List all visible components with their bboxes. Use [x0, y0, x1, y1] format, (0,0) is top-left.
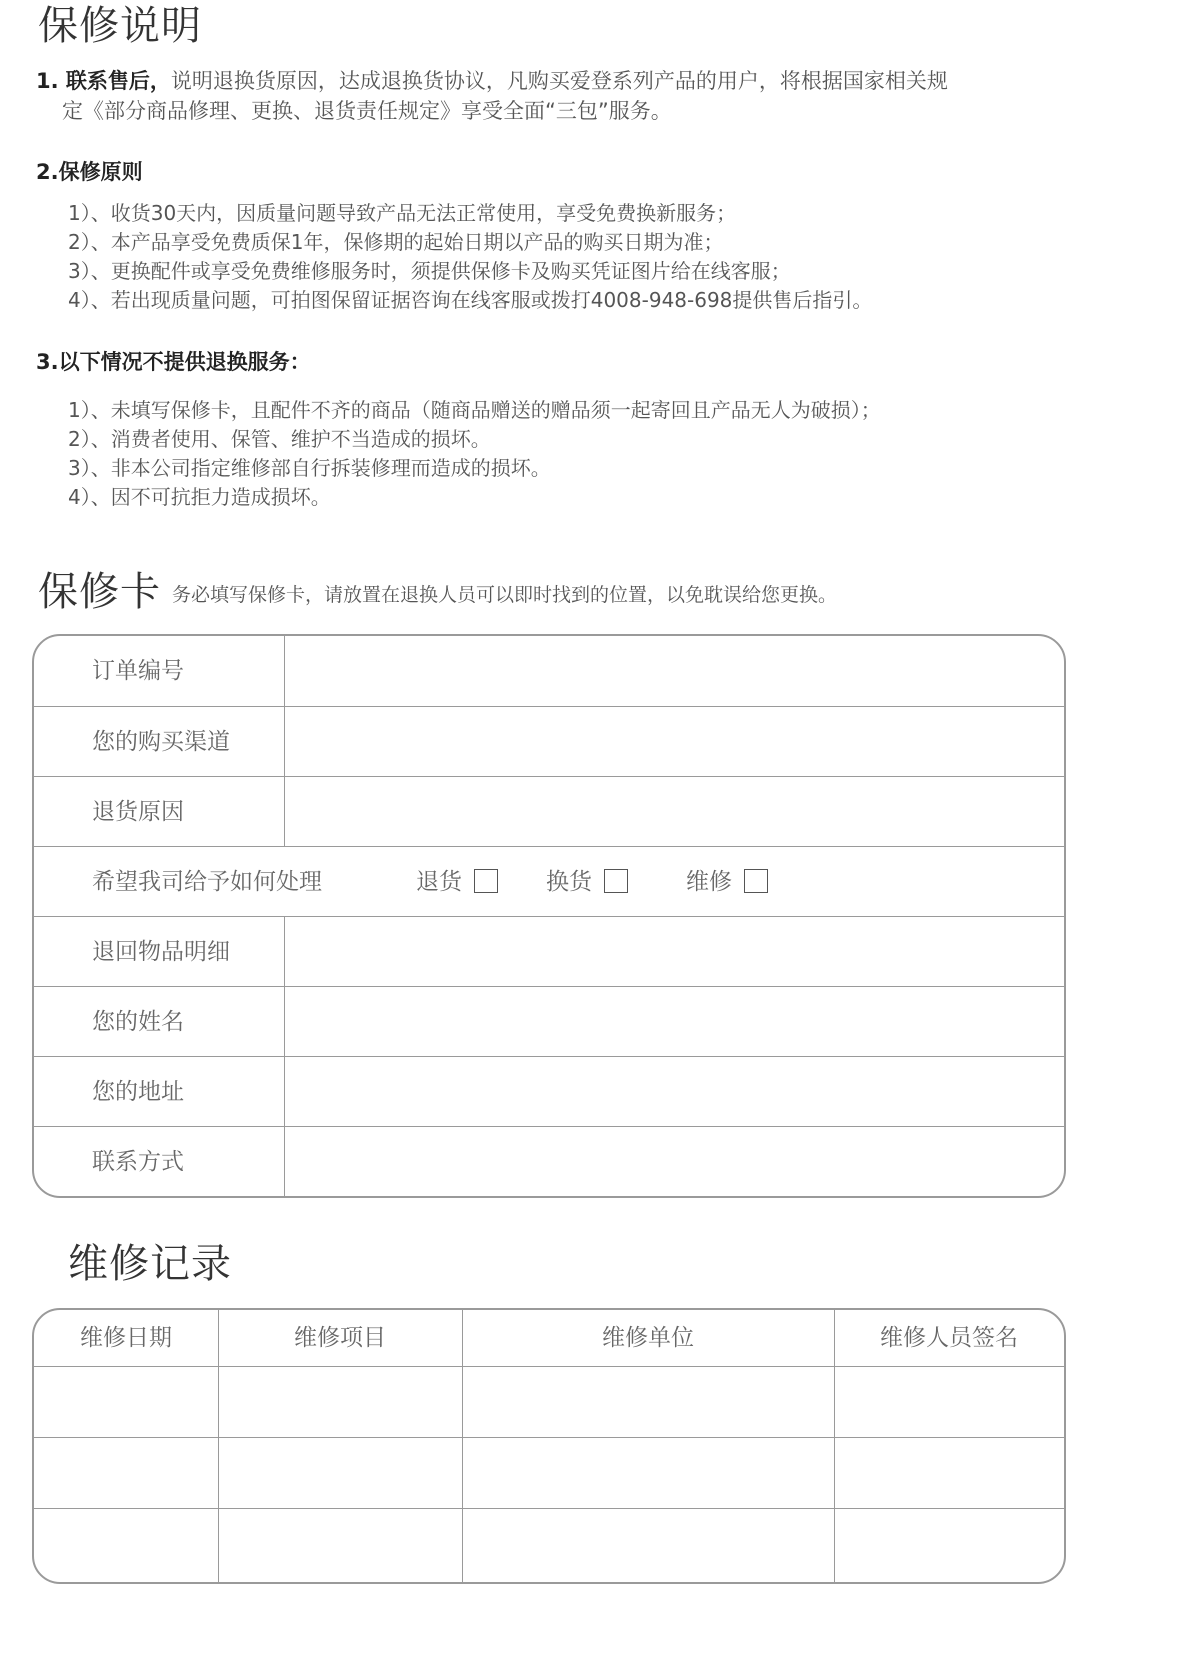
section-3-item: 3）、非本公司指定维修部自行拆装修理而造成的损坏。	[68, 456, 551, 480]
divider	[34, 1437, 1064, 1438]
column-header-repair-unit: 维修单位	[602, 1325, 694, 1351]
column-header-technician-signature: 维修人员签名	[880, 1325, 1018, 1351]
form-label-return-reason: 退货原因	[92, 799, 184, 825]
section-1-line-2: 定《部分商品修理、更换、退货责任规定》享受全面“三包”服务。	[62, 99, 672, 123]
section-1-text: 说明退换货原因，达成退换货协议，凡购买爱登系列产品的用户，将根据国家相关规	[170, 69, 948, 93]
form-row-order-number[interactable]	[34, 636, 1064, 706]
form-row-returned-items[interactable]	[34, 916, 1064, 986]
form-label-order-number: 订单编号	[92, 658, 184, 684]
form-label-contact: 联系方式	[92, 1149, 184, 1175]
option-repair-checkbox[interactable]	[744, 869, 768, 893]
form-row-purchase-channel[interactable]	[34, 706, 1064, 776]
divider	[284, 777, 285, 846]
section-1-heading: 1. 联系售后，	[36, 69, 171, 93]
option-return-checkbox[interactable]	[474, 869, 498, 893]
section-3-item: 1）、未填写保修卡，且配件不齐的商品（随商品赠送的赠品须一起寄回且产品无人为破损）；	[68, 398, 881, 422]
column-header-repair-item: 维修项目	[294, 1325, 386, 1351]
divider	[834, 1310, 835, 1582]
section-2-item: 1）、收货30天内，因质量问题导致产品无法正常使用，享受免费换新服务；	[68, 201, 737, 225]
form-label-purchase-channel: 您的购买渠道	[92, 729, 230, 755]
column-header-repair-date: 维修日期	[80, 1325, 172, 1351]
option-repair-label: 维修	[686, 869, 732, 895]
form-row-name[interactable]	[34, 986, 1064, 1056]
form-row-handling-preference	[34, 846, 1064, 916]
section-3-heading: 3.以下情况不提供退换服务：	[36, 350, 311, 374]
option-exchange[interactable]	[546, 847, 628, 917]
section-1-line-1	[36, 66, 948, 96]
form-row-return-reason[interactable]	[34, 776, 1064, 846]
form-row-address[interactable]	[34, 1056, 1064, 1126]
divider	[462, 1310, 463, 1582]
section-2-item: 3）、更换配件或享受免费维修服务时，须提供保修卡及购买凭证图片给在线客服；	[68, 259, 791, 283]
divider	[218, 1310, 219, 1582]
warranty-card-title: 保修卡	[38, 569, 161, 615]
warranty-card-note: 务必填写保修卡，请放置在退换人员可以即时找到的位置，以免耽误给您更换。	[172, 584, 838, 606]
form-label-returned-items: 退回物品明细	[92, 939, 230, 965]
form-row-contact[interactable]	[34, 1126, 1064, 1196]
divider	[34, 1366, 1064, 1367]
section-2-item: 4）、若出现质量问题，可拍图保留证据咨询在线客服或拨打4008-948-698提供售后指引。	[68, 288, 873, 312]
form-label-address: 您的地址	[92, 1079, 184, 1105]
divider	[284, 1127, 285, 1196]
repair-record-table	[32, 1308, 1066, 1584]
form-label-handling-preference: 希望我司给予如何处理	[92, 869, 322, 895]
option-return-label: 退货	[416, 869, 462, 895]
section-3-item: 2）、消费者使用、保管、维护不当造成的损坏。	[68, 427, 491, 451]
section-3-item: 4）、因不可抗拒力造成损坏。	[68, 485, 331, 509]
option-exchange-label: 换货	[546, 869, 592, 895]
section-2-item: 2）、本产品享受免费质保1年，保修期的起始日期以产品的购买日期为准；	[68, 230, 724, 254]
option-return[interactable]	[416, 847, 498, 917]
form-label-name: 您的姓名	[92, 1009, 184, 1035]
option-repair[interactable]	[686, 847, 768, 917]
divider	[284, 707, 285, 776]
repair-record-title: 维修记录	[68, 1241, 232, 1287]
divider	[284, 1057, 285, 1126]
warranty-info-title: 保修说明	[38, 3, 202, 49]
divider	[34, 1508, 1064, 1509]
divider	[284, 987, 285, 1056]
divider	[284, 917, 285, 986]
divider	[284, 636, 285, 706]
section-2-heading: 2.保修原则	[36, 160, 143, 184]
option-exchange-checkbox[interactable]	[604, 869, 628, 893]
warranty-card-form	[32, 634, 1066, 1198]
